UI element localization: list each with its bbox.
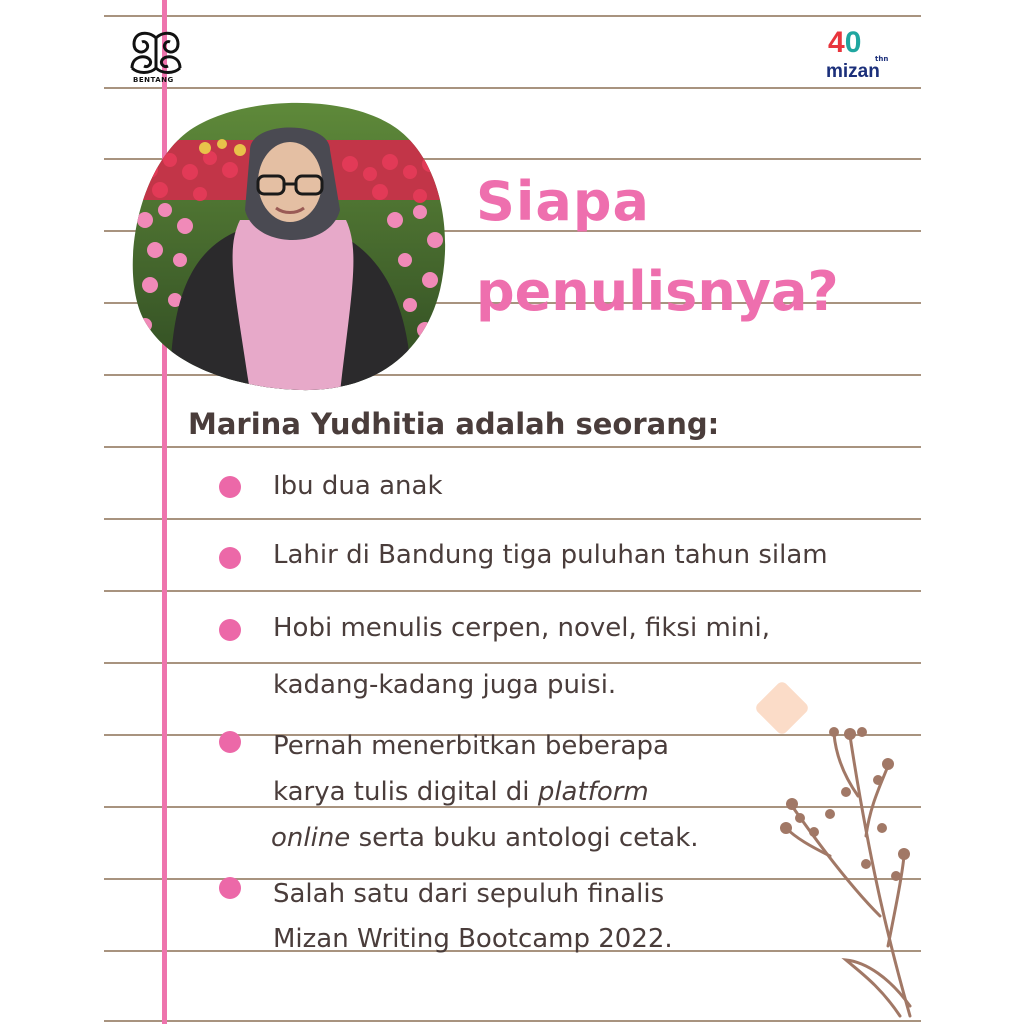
ruled-line xyxy=(104,15,921,17)
bullet-dot xyxy=(219,619,241,641)
bullet-dot xyxy=(219,547,241,569)
bullet-4-text-line-1: Pernah menerbitkan beberapa xyxy=(273,731,669,761)
mizan-40-zero: 0 xyxy=(844,26,862,59)
ruled-line xyxy=(104,662,921,664)
headline-line-2: penulisnya? xyxy=(476,260,839,323)
bullet-3-text-line-2: kadang-kadang juga puisi. xyxy=(273,670,617,700)
bullet-dot xyxy=(219,877,241,899)
platform-italic: platform xyxy=(537,777,649,807)
ruled-line xyxy=(104,590,921,592)
mizan-brand-text: mizan xyxy=(826,61,880,82)
bullet-3-text-line-1: Hobi menulis cerpen, novel, fiksi mini, xyxy=(273,613,770,643)
bullet-5-text-line-2: Mizan Writing Bootcamp 2022. xyxy=(273,924,673,954)
ruled-line xyxy=(104,87,921,89)
ruled-line xyxy=(104,518,921,520)
ruled-line xyxy=(104,446,921,448)
mizan-40-suffix: thn xyxy=(875,55,889,63)
bullet-dot xyxy=(219,731,241,753)
online-italic: online xyxy=(271,823,351,853)
headline-line-1: Siapa xyxy=(476,170,650,233)
author-photo xyxy=(130,100,448,392)
intro-subtitle: Marina Yudhitia adalah seorang: xyxy=(188,407,720,441)
mizan-40-number: 40 xyxy=(828,26,862,59)
bullet-4-text-line-2: karya tulis digital di platform xyxy=(273,777,649,807)
bullet-1-text: Ibu dua anak xyxy=(273,471,443,501)
branch-decoration-icon xyxy=(770,716,930,1024)
bentang-logo-text: BENTANG xyxy=(133,76,174,84)
bullet-4-text-line-3: online serta buku antologi cetak. xyxy=(271,823,699,853)
bullet-5-text-line-1: Salah satu dari sepuluh finalis xyxy=(273,879,665,909)
bullet-dot xyxy=(219,476,241,498)
bullet-2-text: Lahir di Bandung tiga puluhan tahun silam xyxy=(273,540,828,570)
